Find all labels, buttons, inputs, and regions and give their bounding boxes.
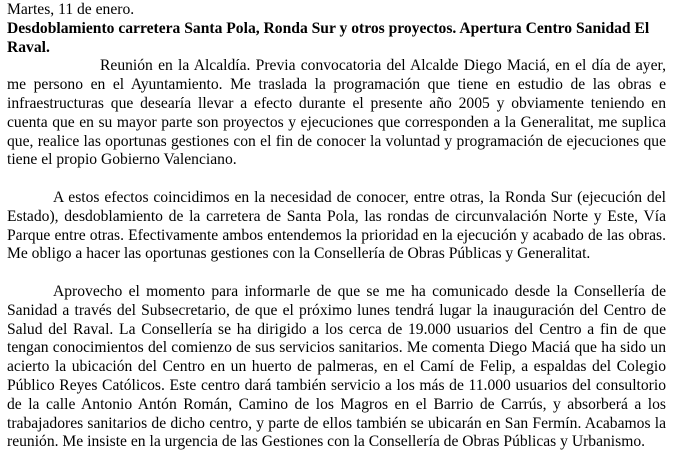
document-title: Desdoblamiento carretera Santa Pola, Ronda Sur y otros proyectos. Apertura Centro Sanidad El Raval. — [7, 19, 650, 56]
paragraph-projects: A estos efectos coincidimos en la necesidad de conocer, entre otras, la Ronda Sur (ejecución del Estado), desdoblamiento de la carretera de Santa Pola, las rondas de circunvalación Norte y Este, Vía Parque entre otras. Efectivamente ambos entendemos la prioridad en la ejecución y acabado de las obras. Me obligo a hacer las oportunas gestiones con la Consellería de Obras Públicas y Generalitat. — [7, 188, 666, 263]
paragraph-health-center: Aprovecho el momento para informarle de que se me ha comunicado desde la Consellería de Sanidad a través del Subsecretario, de que el próximo lunes tendrá lugar la inauguración del Centro de Salud del Raval. La Consellería se ha dirigido a los cerca de 19.000 usuarios del Centro a fin de que tengan conocimientos del comienzo de sus servicios sanitarios. Me comenta Diego Maciá que ha sido un acierto la ubicación del Centro en un huerto de palmeras, en el Camí de Felip, a espaldas del Colegio Público Reyes Católicos. Este centro dará también servicio a los más de 11.000 usuarios del consultorio de la calle Antonio Antón Román, Camino de los Magros en el Barrio de Carrús, y absorberá a los trabajadores sanitarios de dicho centro, y parte de ellos también se ubicarán en San Fermín. Acabamos la reunión. Me insiste en la urgencia de las Gestiones con la Consellería de Obras Públicas y Urbanismo. — [7, 282, 666, 451]
document-date: Martes, 11 de enero. — [7, 1, 135, 18]
paragraph-meeting: Reunión en la Alcaldía. Previa convocatoria del Alcalde Diego Maciá, en el día de ayer, me persono en el Ayuntamiento. Me traslada la programación que tiene en estudio de las obras e infraestructuras que desearía llevar a efecto durante el presente año 2005 y obviamente teniendo en cuenta que en su mayor parte son proyectos y ejecuciones que corresponden a la Generalitat, me suplica que, realice las oportunas gestiones con el fin de conocer la voluntad y programación de ejecuciones que tiene el propio Gobierno Valenciano. — [7, 57, 666, 169]
